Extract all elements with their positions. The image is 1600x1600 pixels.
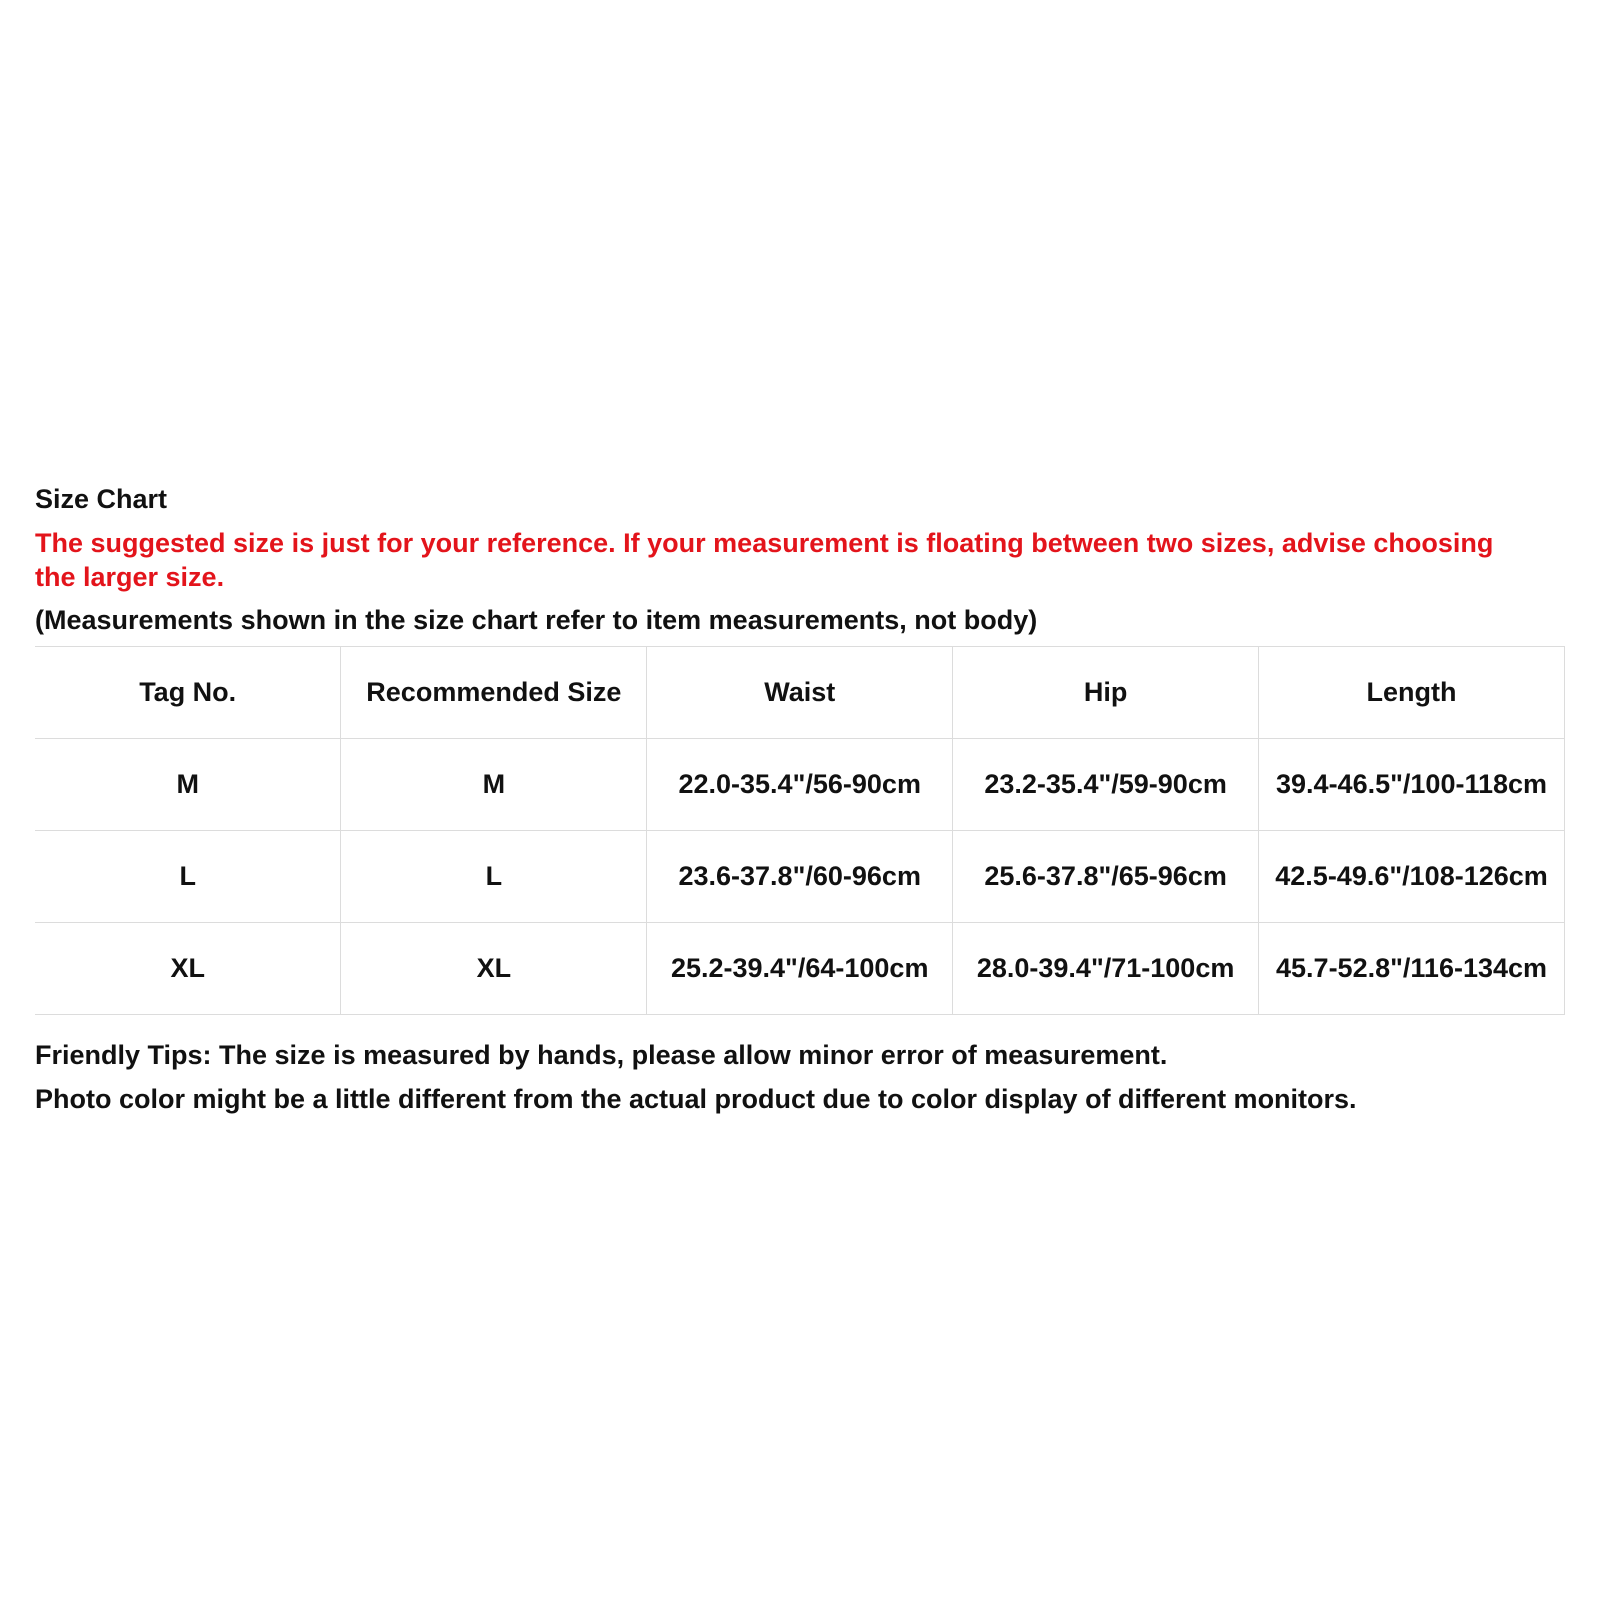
cell-length: 42.5-49.6"/108-126cm bbox=[1259, 831, 1565, 923]
size-notice: The suggested size is just for your reference. If your measurement is floating between two sizes, advise choosing the larger size. bbox=[35, 528, 1494, 592]
cell-hip: 28.0-39.4"/71-100cm bbox=[953, 923, 1259, 1015]
size-chart-title: Size Chart bbox=[35, 484, 168, 514]
cell-hip: 25.6-37.8"/65-96cm bbox=[953, 831, 1259, 923]
header-tag-no: Tag No. bbox=[35, 647, 341, 739]
header-recommended-size: Recommended Size bbox=[341, 647, 647, 739]
friendly-tips bbox=[35, 1033, 1565, 1121]
table-row bbox=[35, 831, 1565, 923]
cell-tag-no: L bbox=[35, 831, 341, 923]
header-waist: Waist bbox=[647, 647, 953, 739]
tip-measurement: Friendly Tips: The size is measured by hands, please allow minor error of measurement. bbox=[35, 1040, 1168, 1070]
cell-tag-no: M bbox=[35, 739, 341, 831]
table-header-row bbox=[35, 647, 1565, 739]
measurement-note: (Measurements shown in the size chart refer to item measurements, not body) bbox=[35, 605, 1038, 635]
cell-waist: 22.0-35.4"/56-90cm bbox=[647, 739, 953, 831]
size-chart-sheet bbox=[35, 484, 1565, 1121]
size-table bbox=[35, 646, 1565, 1015]
header-hip: Hip bbox=[953, 647, 1259, 739]
cell-length: 45.7-52.8"/116-134cm bbox=[1259, 923, 1565, 1015]
cell-hip: 23.2-35.4"/59-90cm bbox=[953, 739, 1259, 831]
cell-recommended-size: L bbox=[341, 831, 647, 923]
table-row bbox=[35, 923, 1565, 1015]
cell-recommended-size: M bbox=[341, 739, 647, 831]
cell-tag-no: XL bbox=[35, 923, 341, 1015]
cell-length: 39.4-46.5"/100-118cm bbox=[1259, 739, 1565, 831]
cell-waist: 23.6-37.8"/60-96cm bbox=[647, 831, 953, 923]
cell-recommended-size: XL bbox=[341, 923, 647, 1015]
cell-waist: 25.2-39.4"/64-100cm bbox=[647, 923, 953, 1015]
tip-photo-color: Photo color might be a little different from the actual product due to color display of different monitors. bbox=[35, 1084, 1357, 1114]
table-row bbox=[35, 739, 1565, 831]
header-length: Length bbox=[1259, 647, 1565, 739]
